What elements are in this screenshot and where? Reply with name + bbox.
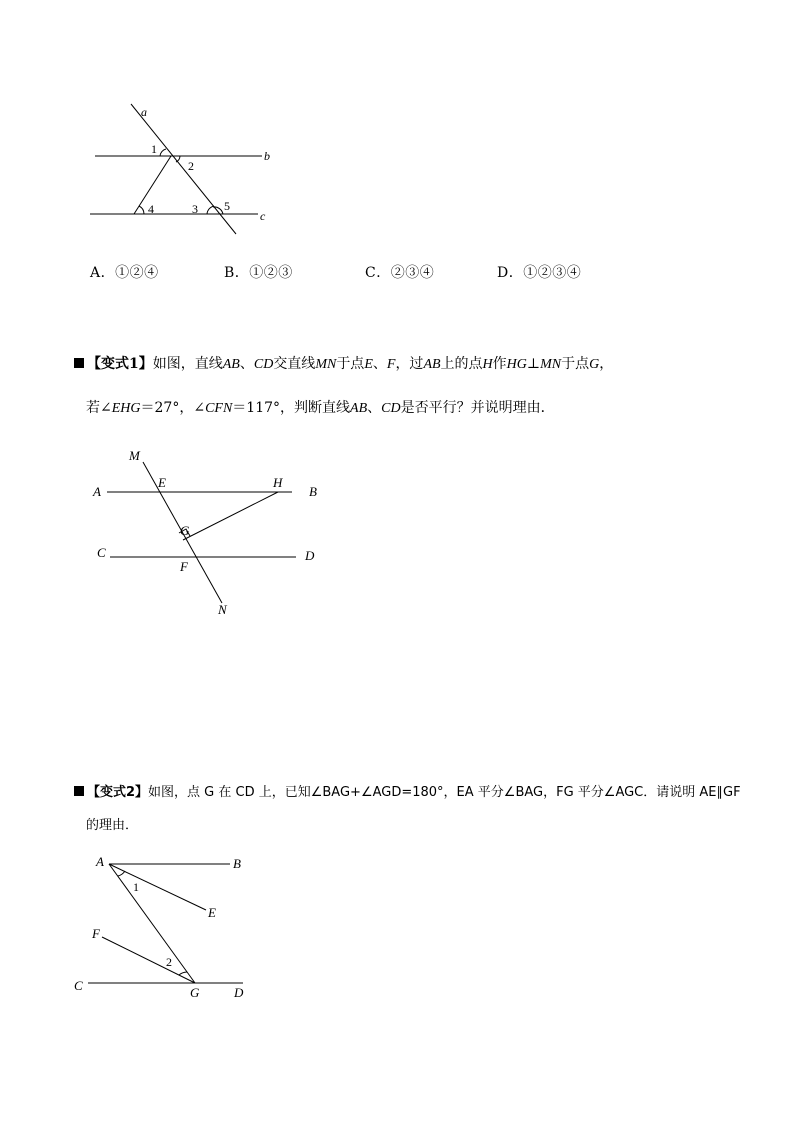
label-c: c — [260, 209, 266, 223]
math-ab: AB — [222, 357, 240, 372]
math-cd: CD — [253, 357, 274, 372]
option-b[interactable]: B．①②③ — [224, 265, 293, 281]
math-mn: MN — [315, 357, 337, 372]
label-f: F — [92, 926, 100, 941]
label-e: E — [158, 475, 166, 490]
math-ab: AB — [350, 401, 368, 416]
text: 若∠ — [86, 400, 112, 416]
label-g: G — [190, 985, 200, 1000]
option-c[interactable]: C．②③④ — [365, 265, 435, 281]
label-b: B — [309, 484, 317, 499]
option-d[interactable]: D．①②③④ — [497, 265, 582, 281]
text: 于点 — [561, 356, 590, 372]
math-mn: MN — [540, 357, 562, 372]
label-a: A — [93, 484, 101, 499]
text: 作 — [492, 356, 507, 372]
segment-fg — [102, 937, 195, 983]
math-ehg: EHG — [111, 401, 141, 416]
label-2: 2 — [188, 159, 194, 173]
text: 如图，直线 — [152, 356, 223, 372]
label-3: 3 — [192, 202, 198, 216]
angle-1-arc — [118, 871, 125, 876]
label-b: b — [264, 149, 270, 163]
text: 的理由． — [86, 818, 139, 833]
angle-2-arc — [179, 972, 187, 975]
text: 上的点 — [440, 356, 483, 372]
text: ＝117°，判断直线 — [232, 400, 351, 416]
math-cd: CD — [381, 401, 401, 416]
label-1: 1 — [151, 142, 157, 156]
label-a: a — [141, 105, 147, 119]
math-h: H — [482, 357, 493, 372]
label-4: 4 — [148, 202, 154, 216]
text: 于点 — [336, 356, 365, 372]
text: ，过 — [395, 356, 424, 372]
text: 、 — [372, 356, 387, 372]
label-d: D — [305, 548, 315, 563]
perp-symbol: ⊥ — [526, 356, 541, 372]
text: ， — [599, 356, 614, 372]
variant1-marker: 【变式1】 — [87, 356, 153, 372]
text: ＝27°，∠ — [140, 400, 206, 416]
text: 如图，点 G 在 CD 上，已知∠BAG+∠AGD=180°，EA 平分∠BAG，FG 平分∠AGC．请说明 AE∥GF — [148, 785, 741, 800]
label-h: H — [273, 475, 283, 490]
label-d: D — [234, 985, 244, 1000]
label-g: G — [180, 523, 190, 538]
label-c: C — [74, 978, 83, 993]
label-2: 2 — [166, 955, 172, 969]
text: 交直线 — [273, 356, 316, 372]
label-f: F — [180, 559, 188, 574]
math-ab: AB — [423, 357, 441, 372]
label-c: C — [97, 545, 106, 560]
math-f: F — [386, 357, 396, 372]
label-b: B — [233, 856, 241, 871]
label-a: A — [96, 854, 104, 869]
math-cfn: CFN — [205, 401, 233, 416]
option-a[interactable]: A．①②④ — [90, 265, 159, 281]
text: 、 — [367, 400, 382, 416]
variant2-marker: 【变式2】 — [87, 785, 149, 800]
label-1: 1 — [133, 880, 139, 894]
label-n: N — [218, 602, 227, 617]
segment-ag — [109, 864, 195, 983]
math-e: E — [364, 357, 373, 372]
segment-ae — [109, 864, 206, 910]
label-m: M — [129, 448, 140, 463]
label-e: E — [208, 905, 216, 920]
label-5: 5 — [224, 199, 230, 213]
text: 是否平行？并说明理由． — [400, 400, 555, 416]
text: 、 — [239, 356, 254, 372]
math-hg: HG — [506, 357, 527, 372]
math-g: G — [589, 357, 600, 372]
